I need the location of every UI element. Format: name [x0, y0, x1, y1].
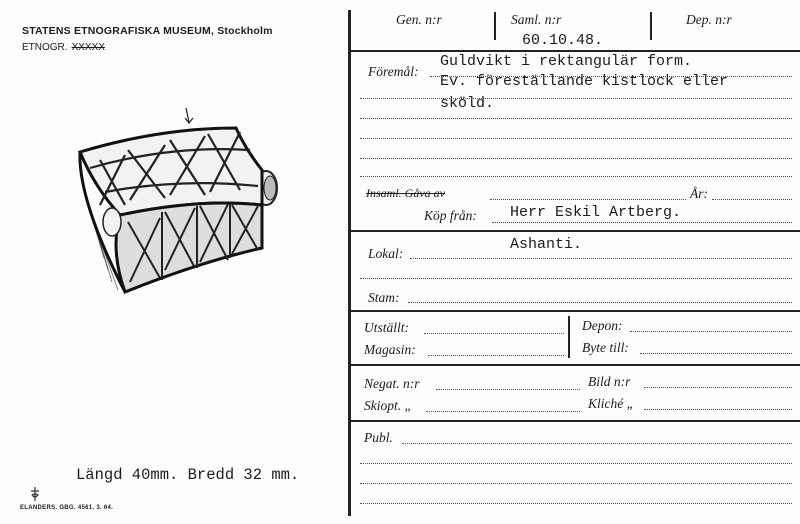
byte-till-label: Byte till: [582, 340, 629, 355]
dotted-line [630, 331, 792, 332]
divider [494, 12, 496, 40]
dotted-line [360, 176, 792, 177]
printer-imprint: ELANDERS. GBG. 4561. 3. 64. [20, 505, 114, 511]
dotted-line [490, 199, 686, 200]
dotted-line [408, 302, 792, 303]
kop-fran-value: Herr Eskil Artberg. [510, 204, 682, 221]
gold-weight-drawing [0, 0, 345, 524]
dotted-line [640, 353, 792, 354]
museum-header: STATENS ETNOGRAFISKA MUSEUM, Stockholm [22, 25, 273, 37]
measurements: Längd 40mm. Bredd 32 mm. [76, 466, 300, 484]
divider [650, 12, 652, 40]
gen-nr-label: Gen. n:r [396, 12, 442, 27]
divider [568, 316, 570, 358]
stam-label: Stam: [368, 290, 400, 305]
dotted-line [492, 222, 792, 223]
printer-logo [30, 487, 40, 501]
publ-label: Publ. [364, 430, 393, 445]
dotted-line [424, 333, 564, 334]
number-header-row [352, 8, 800, 54]
etnogr-label: ETNOGR. [22, 42, 68, 53]
dotted-line [360, 118, 792, 119]
lokal-value: Ashanti. [510, 236, 583, 253]
dotted-line [360, 463, 792, 464]
saml-nr-value: 60.10.48. [522, 32, 604, 49]
foremal-line-3: sköld. [440, 95, 495, 112]
etnogr-struck-number: XXXXX [71, 42, 105, 53]
dotted-line [360, 138, 792, 139]
rule [349, 364, 800, 366]
lokal-label: Lokal: [368, 246, 404, 261]
kop-fran-label: Köp från: [424, 208, 477, 223]
kliche-label: Kliché „ [588, 396, 635, 411]
dotted-line [360, 483, 792, 484]
depon-label: Depon: [582, 318, 623, 333]
dep-nr-label: Dep. n:r [686, 12, 732, 27]
rule [349, 230, 800, 232]
struck-acquisition-label: Insaml. Gåva av [366, 186, 445, 200]
dotted-line [436, 389, 580, 390]
utstallt-label: Utställt: [364, 320, 410, 335]
foremal-line-1: Guldvikt i rektangulär form. [440, 53, 693, 70]
ar-label: År: [690, 186, 708, 201]
dotted-line [644, 409, 792, 410]
rule [349, 50, 800, 52]
dotted-line [426, 411, 580, 412]
dotted-line [360, 98, 792, 99]
dotted-line [644, 387, 792, 388]
dotted-line [360, 158, 792, 159]
dotted-line [712, 199, 792, 200]
dotted-line [360, 503, 792, 504]
card-border-left [348, 10, 351, 516]
skiopt-label: Skiopt. „ [364, 398, 413, 413]
dotted-line [428, 355, 564, 356]
saml-nr-label: Saml. n:r [511, 12, 562, 27]
foremal-label: Föremål: [368, 64, 419, 79]
dotted-line [360, 278, 792, 279]
dotted-line [430, 76, 792, 77]
foremal-line-2: Ev. föreställande kistlock eller [440, 73, 729, 90]
rule [349, 310, 800, 312]
rule [349, 420, 800, 422]
negat-label: Negat. n:r [364, 376, 420, 391]
magasin-label: Magasin: [364, 342, 416, 357]
pointer-arrow [185, 108, 193, 123]
bild-label: Bild n:r [588, 374, 631, 389]
dotted-line [402, 443, 792, 444]
dotted-line [410, 258, 792, 259]
